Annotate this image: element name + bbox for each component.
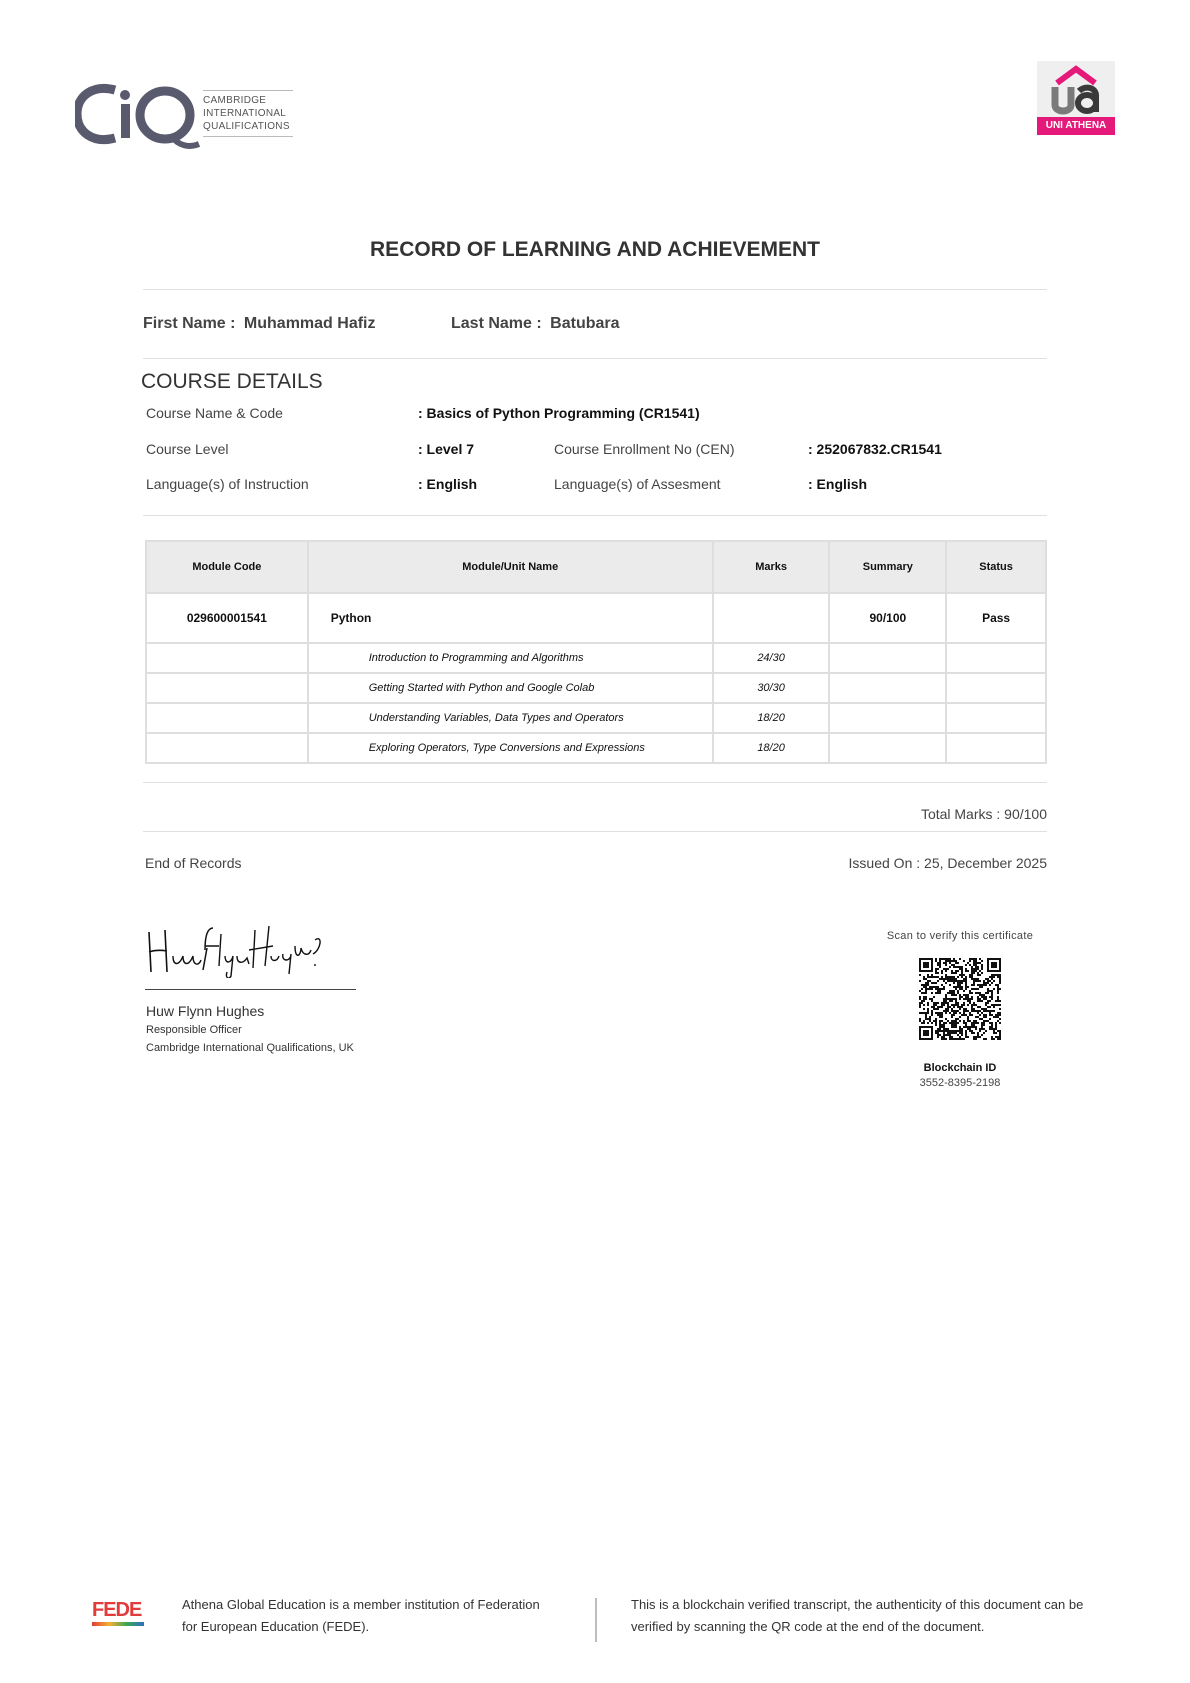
unit-marks: 30/30 — [713, 673, 830, 703]
course-name-label: Course Name & Code — [146, 405, 283, 421]
divider — [143, 831, 1047, 832]
last-name-field — [451, 315, 620, 333]
signatory-name: Huw Flynn Hughes — [146, 1003, 265, 1019]
table-row — [146, 643, 1046, 673]
table-row — [146, 673, 1046, 703]
ciq-logo-text: CAMBRIDGE INTERNATIONAL QUALIFICATIONS — [203, 90, 293, 137]
ciq-logo — [75, 80, 295, 150]
fede-logo-stripes — [92, 1622, 144, 1626]
unit-name: Introduction to Programming and Algorithms — [308, 643, 713, 673]
cen-label: Course Enrollment No (CEN) — [554, 441, 735, 457]
instruction-language-value: : English — [418, 476, 478, 492]
module-code: 029600001541 — [146, 593, 308, 643]
unit-marks: 24/30 — [713, 643, 830, 673]
unit-name: Exploring Operators, Type Conversions and Expressions — [308, 733, 713, 763]
table-header-row — [146, 541, 1046, 593]
footer-verification-text: This is a blockchain verified transcript, the authenticity of this document can be verified by scanning the QR code at the end of the document. — [631, 1597, 1084, 1634]
total-marks: Total Marks : 90/100 — [920, 806, 1047, 822]
module-marks — [713, 593, 830, 643]
divider — [143, 289, 1047, 290]
signatory-organization: Cambridge International Qualifications, UK — [146, 1042, 354, 1054]
divider — [143, 515, 1047, 516]
table-row — [146, 733, 1046, 763]
end-of-records: End of Records — [145, 855, 242, 871]
uni-athena-label: UNI ATHENA — [1037, 117, 1115, 135]
signatory-role: Responsible Officer — [146, 1024, 242, 1036]
course-details-heading: COURSE DETAILS — [141, 370, 323, 393]
uni-athena-logo — [1037, 61, 1115, 135]
header-module-code: Module Code — [146, 541, 308, 593]
last-name-value: Batubara — [550, 315, 620, 332]
last-name-label: Last Name : — [451, 315, 542, 332]
footer-separator — [595, 1598, 597, 1642]
header-module-name: Module/Unit Name — [308, 541, 713, 593]
module-name: Python — [308, 593, 713, 643]
assessment-language-value: : English — [808, 476, 868, 492]
divider — [143, 782, 1047, 783]
fede-logo-text: FEDE — [92, 1599, 142, 1621]
signature-line — [145, 989, 356, 990]
course-level-value: : Level 7 — [418, 441, 475, 457]
first-name-value: Muhammad Hafiz — [243, 315, 376, 332]
uni-athena-logo-mark — [1047, 65, 1105, 115]
header-marks: Marks — [713, 541, 830, 593]
table-row — [146, 703, 1046, 733]
blockchain-id-value: 3552-8395-2198 — [919, 1077, 1001, 1089]
header-summary: Summary — [829, 541, 946, 593]
scan-instruction: Scan to verify this certificate — [886, 930, 1034, 942]
assessment-language-label: Language(s) of Assesment — [554, 476, 721, 492]
qr-code-icon[interactable] — [919, 958, 1001, 1040]
instruction-language-label: Language(s) of Instruction — [146, 476, 309, 492]
ciq-logo-mark — [75, 80, 205, 150]
footer-membership-text: Athena Global Education is a member institution of Federation for European Education (FEDE). — [182, 1597, 540, 1634]
table-row — [146, 593, 1046, 643]
first-name-field — [143, 315, 376, 333]
unit-name: Understanding Variables, Data Types and Operators — [308, 703, 713, 733]
module-table — [145, 540, 1047, 764]
course-name-value: : Basics of Python Programming (CR1541) — [418, 405, 700, 421]
module-summary: 90/100 — [829, 593, 946, 643]
issued-on: Issued On : 25, December 2025 — [848, 855, 1047, 871]
module-status: Pass — [946, 593, 1046, 643]
first-name-label: First Name : — [143, 315, 236, 332]
course-level-label: Course Level — [146, 441, 229, 457]
document-title: RECORD OF LEARNING AND ACHIEVEMENT — [370, 238, 820, 261]
blockchain-id-label: Blockchain ID — [923, 1062, 997, 1074]
unit-marks: 18/20 — [713, 703, 830, 733]
handwritten-signature — [145, 920, 325, 978]
fede-logo — [92, 1600, 144, 1626]
divider — [143, 358, 1047, 359]
unit-name: Getting Started with Python and Google Colab — [308, 673, 713, 703]
unit-marks: 18/20 — [713, 733, 830, 763]
cen-value: : 252067832.CR1541 — [808, 441, 942, 457]
header-status: Status — [946, 541, 1046, 593]
